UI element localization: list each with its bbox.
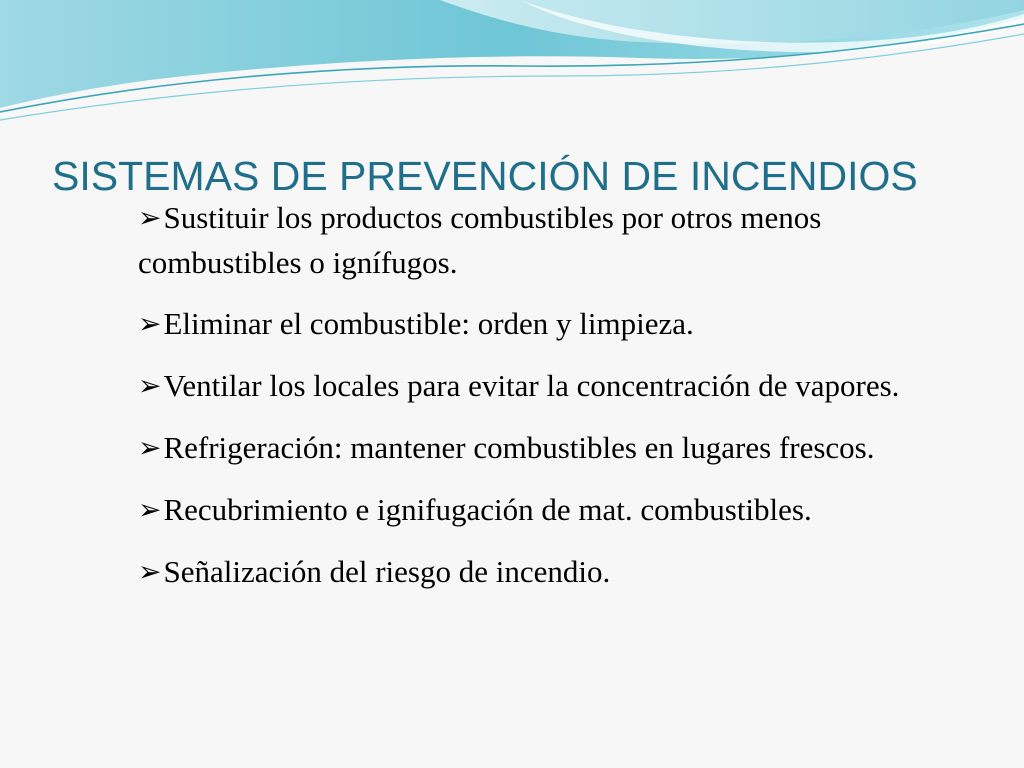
bullet-text: Refrigeración: mantener combustibles en lugares frescos.: [163, 430, 875, 465]
arrow-bullet-icon: ➢: [138, 309, 162, 340]
arrow-bullet-icon: ➢: [138, 203, 162, 234]
bullet-item: [138, 488, 958, 533]
bullet-text: Recubrimiento e ignifugación de mat. combustibles.: [163, 492, 812, 527]
bullet-item: [138, 364, 958, 409]
bullet-text: Sustituir los productos combustibles por otros menos combustibles o ignífugos.: [138, 200, 822, 280]
arrow-bullet-icon: ➢: [138, 371, 162, 402]
arrow-bullet-icon: ➢: [138, 495, 162, 526]
bullet-item: [138, 302, 958, 347]
bullet-item: [138, 426, 958, 471]
slide-title: SISTEMAS DE PREVENCIÓN DE INCENDIOS: [52, 153, 918, 199]
bullet-item: [138, 196, 958, 285]
bullet-list: [138, 196, 958, 612]
bullet-text: Señalización del riesgo de incendio.: [163, 554, 611, 589]
header-wave-decoration: [0, 0, 1024, 130]
bullet-item: [138, 550, 958, 595]
arrow-bullet-icon: ➢: [138, 433, 162, 464]
arrow-bullet-icon: ➢: [138, 557, 162, 588]
bullet-text: Ventilar los locales para evitar la concentración de vapores.: [163, 368, 900, 403]
bullet-text: Eliminar el combustible: orden y limpieza.: [163, 306, 694, 341]
